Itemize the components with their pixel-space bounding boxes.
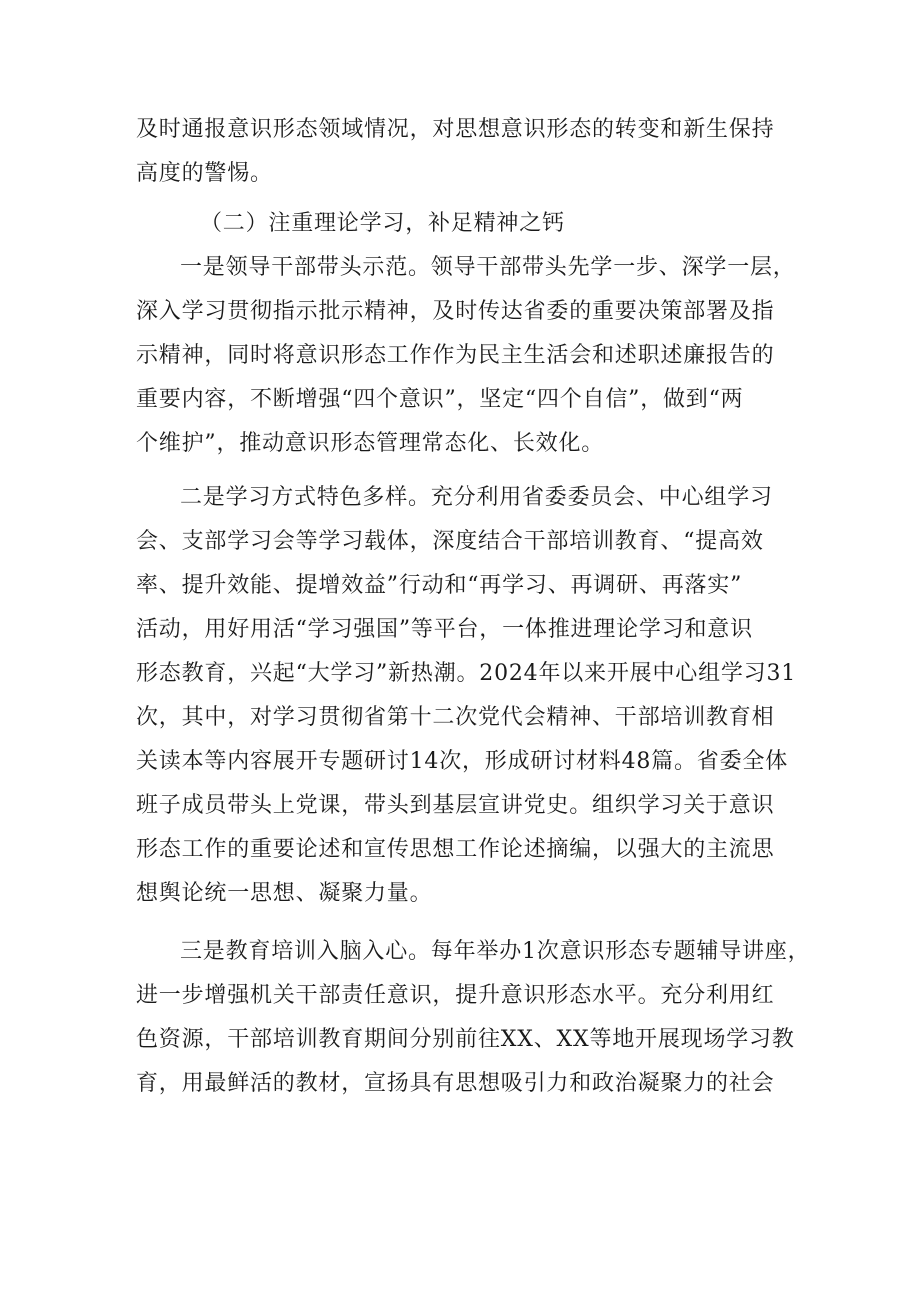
- paragraph-line: 示精神，同时将意识形态工作作为民主生活会和述职述廉报告的: [136, 343, 775, 368]
- paragraph-line: 班子成员带头上党课，带头到基层宣讲党史。组织学习关于意识: [136, 793, 775, 818]
- paragraph-line: 形态教育，兴起“大学习”新热潮。2024年以来开展中心组学习31: [136, 661, 797, 686]
- section-heading: （二）注重理论学习，补足精神之钙: [200, 211, 565, 236]
- paragraph-line: 关读本等内容展开专题研讨14次，形成研讨材料48篇。省委全体: [136, 749, 788, 774]
- paragraph-line: 色资源，干部培训教育期间分别前往XX、XX等地开展现场学习教: [136, 1027, 795, 1052]
- paragraph-line: 次，其中，对学习贯彻省第十二次党代会精神、干部培训教育相: [136, 705, 775, 730]
- paragraph-line: 重要内容，不断增强“四个意识”，坚定“四个自信”，做到“两: [136, 387, 744, 412]
- paragraph-line: 及时通报意识形态领域情况，对思想意识形态的转变和新生保持: [136, 117, 775, 142]
- paragraph-line: 高度的警惕。: [136, 161, 273, 186]
- document-body: [136, 108, 811, 1106]
- paragraph-line: 会、支部学习会等学习载体，深度结合干部培训教育、“提高效: [136, 529, 764, 554]
- paragraph-study-methods: [136, 476, 798, 916]
- continuation-paragraph: [136, 108, 798, 196]
- paragraph-line: 形态工作的重要论述和宣传思想工作论述摘编，以强大的主流思: [136, 837, 775, 862]
- paragraph-line: 进一步增强机关干部责任意识，提升意识形态水平。充分利用红: [136, 983, 775, 1008]
- paragraph-line: 一是领导干部带头示范。领导干部带头先学一步、深学一层，: [180, 255, 796, 280]
- paragraph-leadership: [136, 246, 798, 466]
- paragraph-line: 二是学习方式特色多样。充分利用省委委员会、中心组学习: [180, 485, 773, 510]
- paragraph-line: 三是教育培训入脑入心。每年举办1次意识形态专题辅导讲座，: [180, 939, 811, 964]
- paragraph-line: 深入学习贯彻指示批示精神，及时传达省委的重要决策部署及指: [136, 299, 775, 324]
- paragraph-line: 活动，用好用活“学习强国”等平台，一体推进理论学习和意识: [136, 617, 753, 642]
- section-heading-wrapper: [136, 202, 798, 246]
- paragraph-line: 个维护”，推动意识形态管理常态化、长效化。: [136, 431, 605, 456]
- paragraph-line: 率、提升效能、提增效益”行动和“再学习、再调研、再落实”: [136, 573, 743, 598]
- paragraph-education-training: [136, 930, 811, 1106]
- paragraph-line: 育，用最鲜活的教材，宣扬具有思想吸引力和政治凝聚力的社会: [136, 1071, 775, 1096]
- paragraph-line: 想舆论统一思想、凝聚力量。: [136, 881, 433, 906]
